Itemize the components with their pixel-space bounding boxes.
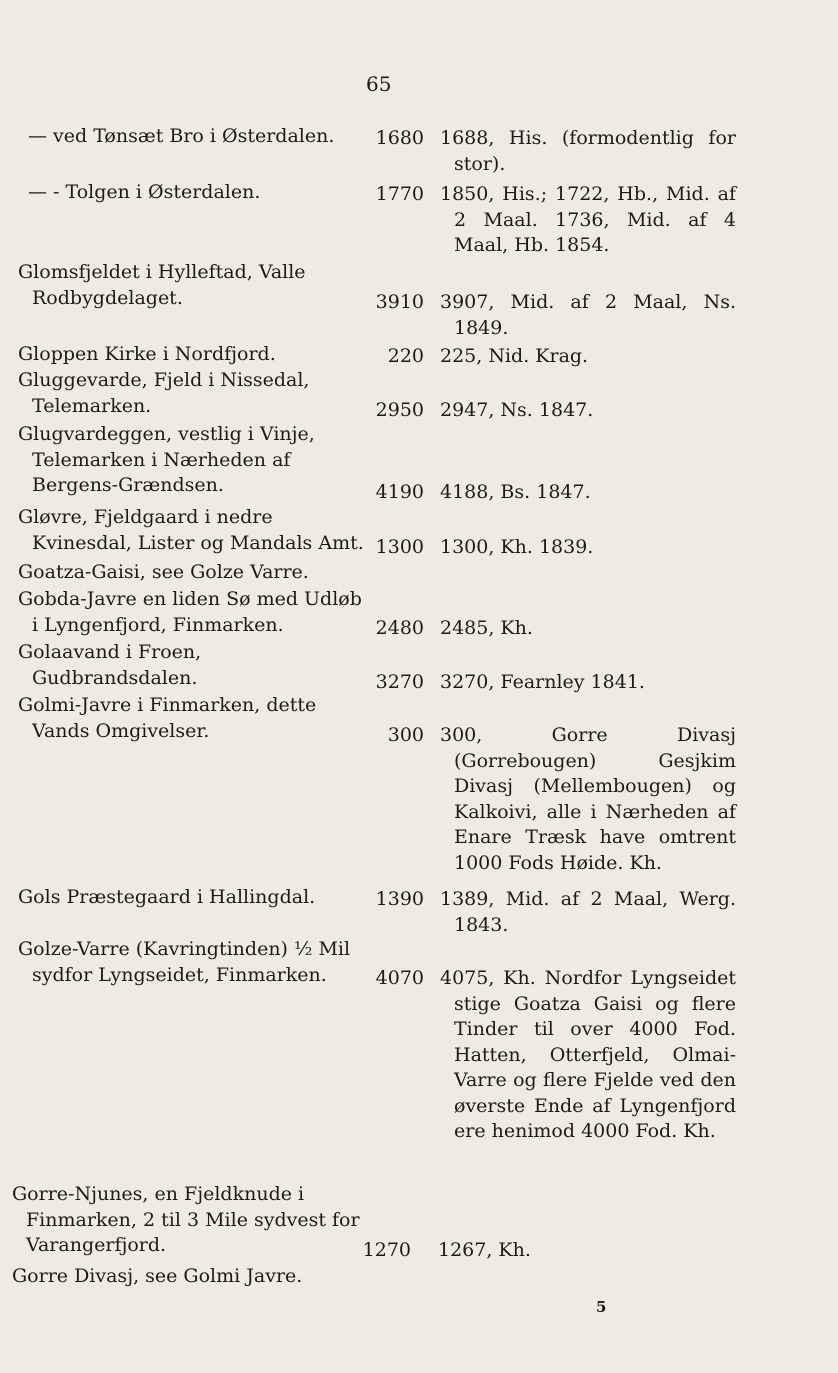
entry-name: Gobda-Javre en liden Sø med Udløb i Lyngenfjord, Finmarken.: [18, 588, 362, 636]
entry-notes: 3270, Fearnley 1841.: [440, 671, 645, 693]
entry-height: 4190: [375, 481, 424, 503]
entry-height: 2480: [375, 617, 424, 639]
entry-notes: 1267, Kh.: [438, 1239, 531, 1261]
entry-name: Golaavand i Froen, Gudbrandsdalen.: [18, 641, 202, 689]
entry-notes: 3907, Mid. af 2 Maal, Ns. 1849.: [440, 291, 736, 339]
entry-height: 220: [387, 345, 424, 367]
entry-name: Golmi-Javre i Finmarken, dette Vands Omgivelser.: [18, 694, 317, 742]
entry-notes: 1850, His.; 1722, Hb., Mid. af 2 Maal. 1736, Mid. af 4 Maal, Hb. 1854.: [440, 183, 736, 256]
entry-name: Golze-Varre (Kavringtinden) ½ Mil sydfor Lyngseidet, Finmarken.: [18, 938, 351, 986]
entry-notes: 4075, Kh. Nordfor Lyngseidet stige Goatza Gaisi og flere Tinder til over 4000 Fod. Hatten, Otterfjeld, Olmai-Varre og flere Fjelde ved den øverste Ende af Lyngenfjord ere henimod 4000 Fod. Kh.: [440, 967, 736, 1142]
entry-notes: 1688, His. (formodentlig for stor).: [440, 127, 736, 175]
entry-height: 1770: [375, 183, 424, 205]
entry-notes: 225, Nid. Krag.: [440, 345, 589, 367]
entry-notes: 2947, Ns. 1847.: [440, 399, 594, 421]
entry-height: 1270: [362, 1239, 411, 1261]
entry-notes: 1389, Mid. af 2 Maal, Werg. 1843.: [440, 888, 736, 936]
entry-name: Gorre Divasj, see Golmi Javre.: [12, 1265, 303, 1287]
entry-height: 1300: [375, 536, 424, 558]
entry-notes: 1300, Kh. 1839.: [440, 536, 594, 558]
entry-height: 4070: [375, 967, 424, 989]
entry-name: Glugvardeggen, vestlig i Vinje, Telemarken i Nærheden af Bergens-Grændsen.: [18, 423, 315, 496]
entry-name: Gorre-Njunes, en Fjeldknude i Finmarken, 2 til 3 Mile sydvest for Varangerfjord.: [12, 1183, 360, 1256]
signature-mark: 5: [596, 1298, 607, 1316]
entry-name: Gluggevarde, Fjeld i Nissedal, Telemarken.: [18, 369, 310, 417]
entry-height: 3910: [375, 291, 424, 313]
entry-name: Gloppen Kirke i Nordfjord.: [18, 343, 276, 365]
entry-name: — ved Tønsæt Bro i Østerdalen.: [28, 125, 335, 147]
entry-name: Gols Præstegaard i Hallingdal.: [18, 886, 316, 908]
entry-name: Goatza-Gaisi, see Golze Varre.: [18, 561, 309, 583]
entry-notes: 4188, Bs. 1847.: [440, 481, 591, 503]
entry-notes: 2485, Kh.: [440, 617, 533, 639]
entry-name: — - Tolgen i Østerdalen.: [28, 181, 261, 203]
entry-height: 300: [387, 724, 424, 746]
entry-name: Glomsfjeldet i Hylleftad, Valle Rodbygdelaget.: [18, 261, 306, 309]
entry-notes: 300, Gorre Divasj (Gorrebougen) Gesjkim Divasj (Mellembougen) og Kalkoivi, alle i Nærheden af Enare Træsk have omtrent 1000 Fods Høide. Kh.: [440, 724, 736, 874]
entry-height: 3270: [375, 671, 424, 693]
entry-name: Gløvre, Fjeldgaard i nedre Kvinesdal, Lister og Mandals Amt.: [18, 506, 364, 554]
entry-height: 2950: [375, 399, 424, 421]
entry-height: 1680: [375, 127, 424, 149]
page-number: 65: [366, 72, 392, 96]
entry-height: 1390: [375, 888, 424, 910]
